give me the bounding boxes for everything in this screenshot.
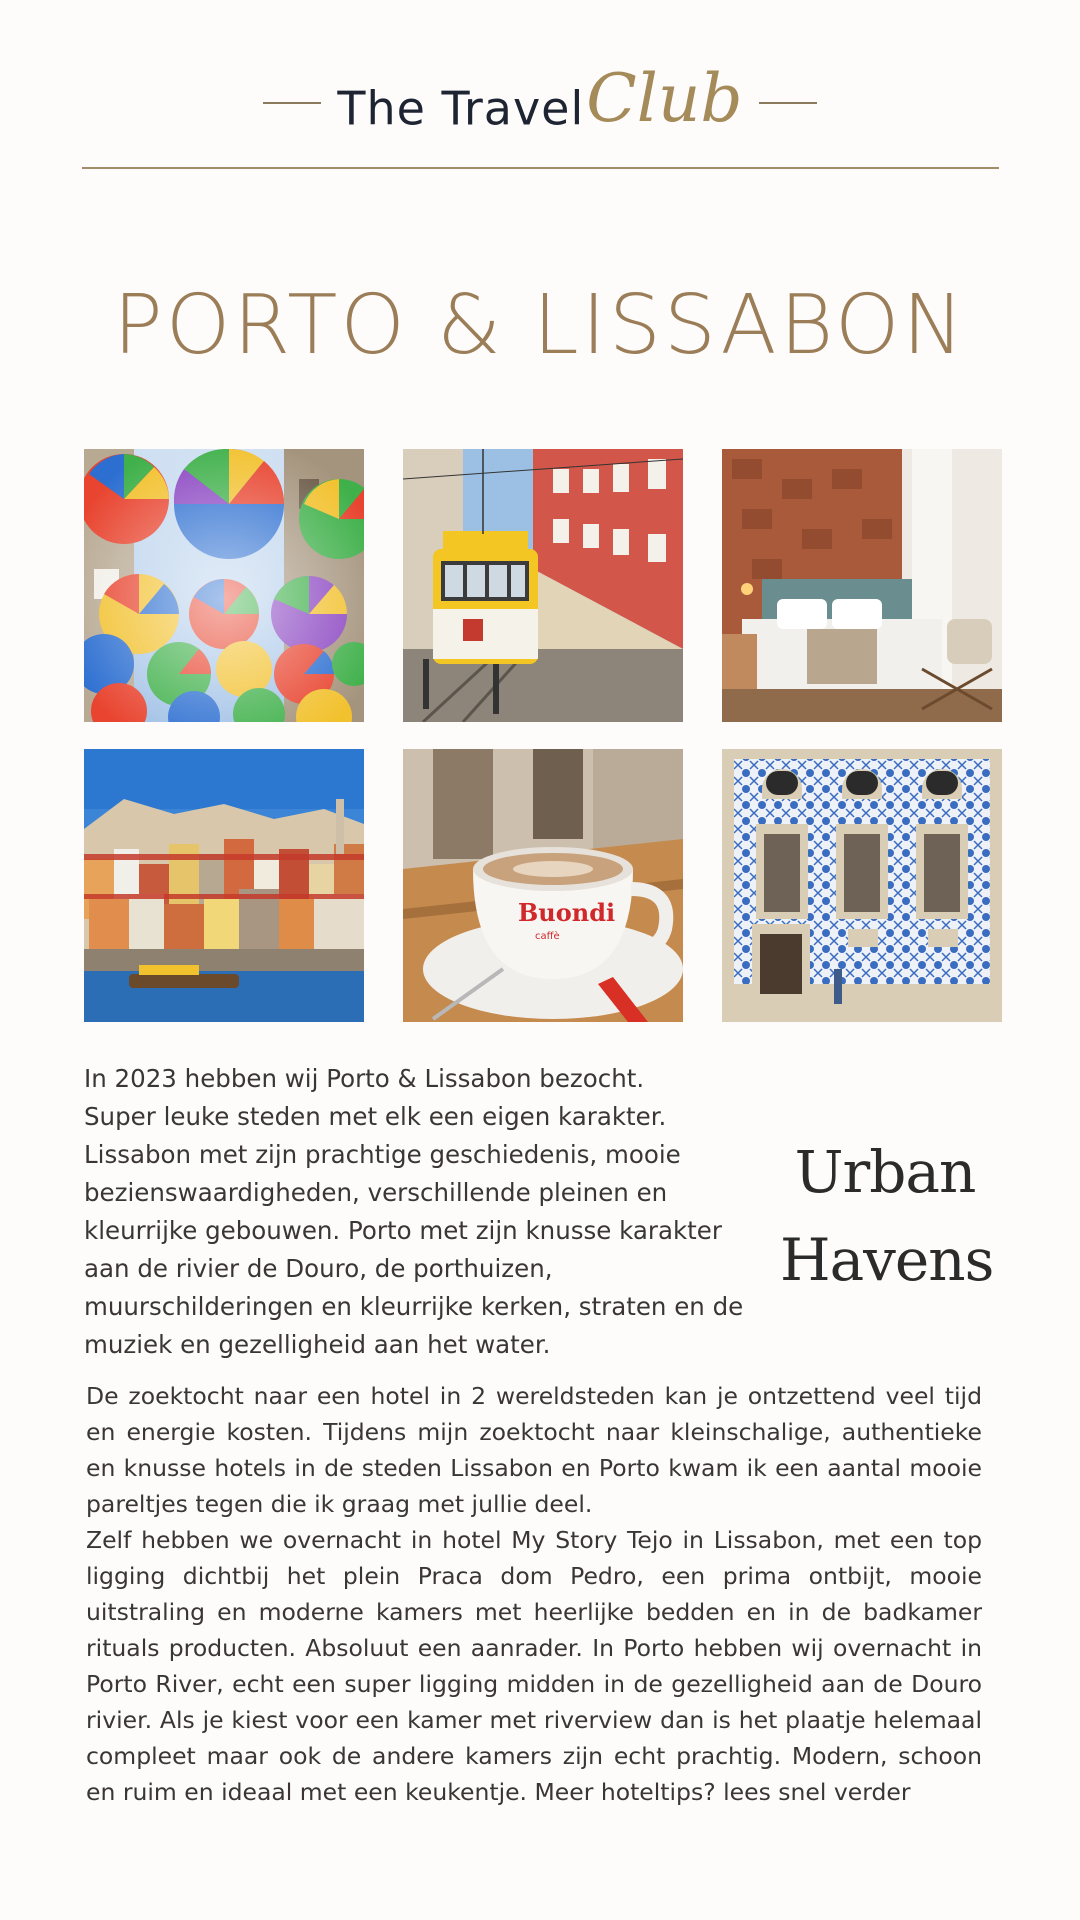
photo-tram [403, 449, 683, 722]
intro-line: bezienswaardigheden, verschillende pleinen en [84, 1178, 668, 1207]
intro-line: In 2023 hebben wij Porto & Lissabon bezocht. [84, 1064, 645, 1093]
photo-porto-riverside [84, 749, 364, 1022]
photo-tiled-church [722, 749, 1002, 1022]
photo-bedroom [722, 449, 1002, 722]
brand-text: The Travel [337, 81, 585, 136]
intro-line: aan de rivier de Douro, de porthuizen, [84, 1254, 553, 1283]
logo-left-dash [263, 102, 321, 104]
brand-logo[interactable] [0, 60, 1080, 147]
intro-line: muurschilderingen en kleurrijke kerken, straten en de [84, 1292, 744, 1321]
intro-text [84, 1060, 754, 1364]
intro-line: kleurrijke gebouwen. Porto met zijn knusse karakter [84, 1216, 722, 1245]
intro-line: Super leuke steden met elk een eigen karakter. [84, 1102, 667, 1131]
header [0, 60, 1080, 150]
heading-line-2: Havens [780, 1226, 994, 1294]
photo-coffee [403, 749, 683, 1022]
body-paragraph: De zoektocht naar een hotel in 2 wereldsteden kan je ontzettend veel tijd en energie kosten. Tijdens mijn zoektocht naar kleinschalige, authentieke en knusse hotels in de steden Lissabon en Porto kwam ik een aantal mooie pareltjes tegen die ik graag met jullie deel. [86, 1382, 982, 1518]
intro-line: muziek en gezelligheid aan het water. [84, 1330, 551, 1359]
heading-line-1: Urban [794, 1138, 976, 1206]
brand-script: Club [586, 60, 743, 137]
cup-brand-sub: caffè [535, 931, 560, 942]
body-text [86, 1378, 982, 1810]
photo-umbrellas [84, 449, 364, 722]
page-title: PORTO & LISSABON [113, 278, 967, 373]
body-paragraph: Zelf hebben we overnacht in hotel My Story Tejo in Lissabon, met een top ligging dichtbij het plein Praca dom Pedro, een prima ontbijt, mooie uitstraling en moderne kamers met heerlijke bedden en in de badkamer rituals producten. Absoluut een aanrader. In Porto hebben wij overnacht in Porto River, echt een super ligging midden in de gezelligheid aan de Douro rivier. Als je kiest voor een kamer met riverview dan is het plaatje helemaal compleet maar ook de andere kamers zijn echt prachtig. Modern, schoon en ruim en ideaal met een keukentje. Meer hoteltips? lees snel verder [86, 1526, 982, 1806]
cup-brand: Buondi [518, 898, 616, 927]
header-divider [82, 167, 999, 169]
section-heading [780, 1128, 994, 1304]
logo-right-dash [759, 102, 817, 104]
intro-line: Lissabon met zijn prachtige geschiedenis, mooie [84, 1140, 681, 1169]
